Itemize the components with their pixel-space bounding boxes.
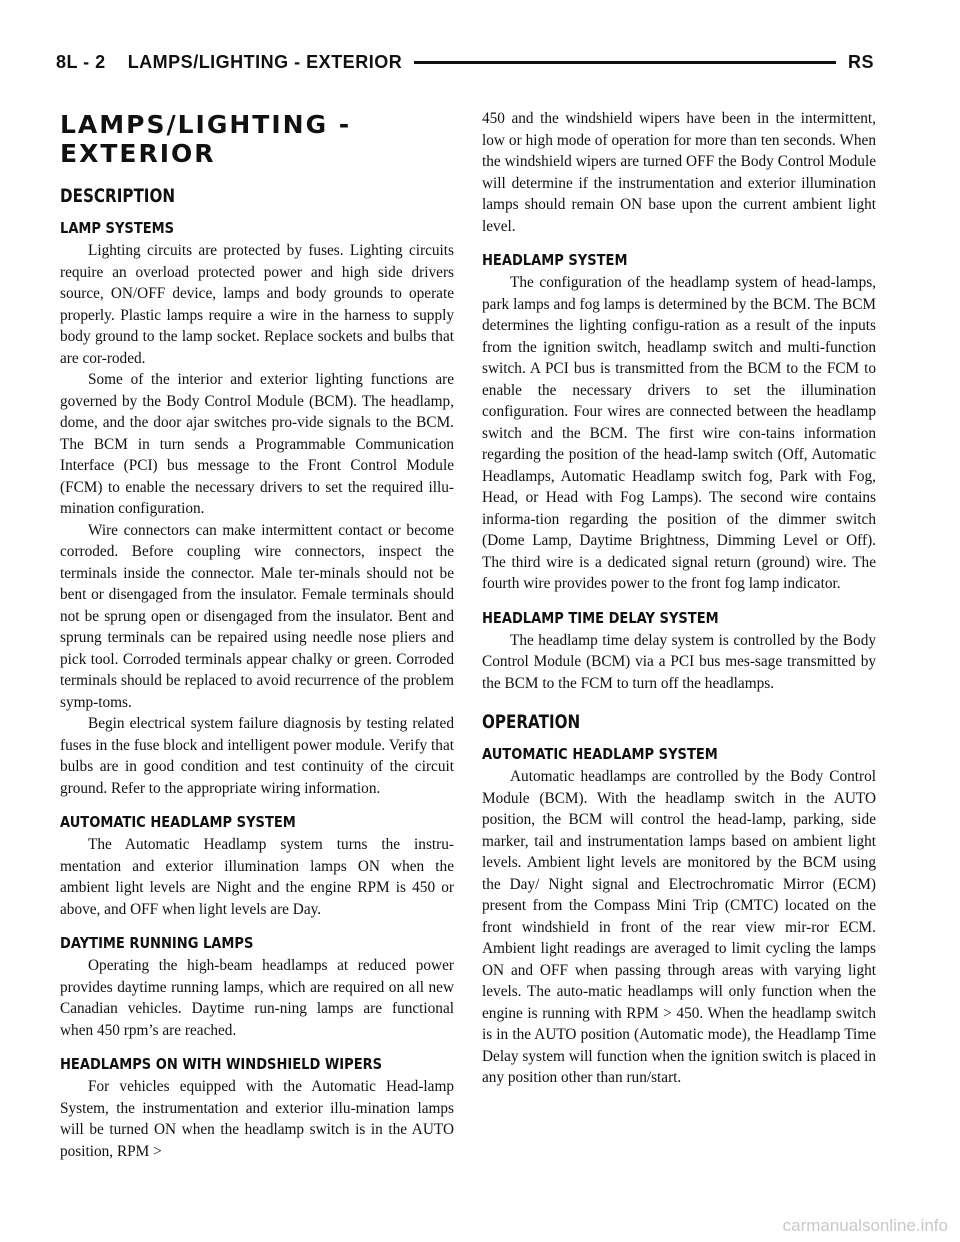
section-title: HEADLAMP SYSTEM (482, 251, 628, 269)
header-title: LAMPS/LIGHTING - EXTERIOR (127, 51, 403, 72)
page-header (56, 50, 874, 74)
section-headlamp-system (482, 251, 876, 595)
section-title: DAYTIME RUNNING LAMPS (60, 934, 254, 952)
operation-heading: OPERATION (482, 712, 581, 733)
paragraph: Begin electrical system failure diagnosis by testing related fuses in the fuse block and intelligent power module. Verify that bulbs are in good condition and test continuity of the circuit ground. Refer to the appropriate wiring information. (60, 715, 454, 797)
header-code: RS (847, 51, 874, 72)
section-title: HEADLAMP TIME DELAY SYSTEM (482, 608, 719, 627)
paragraph: Wire connectors can make intermittent contact or become corroded. Before coupling wire connectors, inspect the terminals inside the connector. Male ter-minals should not be bent or disengaged from the insulator. Female terminals should not be sprung open or disengaged from the insulator. Bent and sprung terminals can be repaired using needle nose pliers and pick tool. Corroded terminals appear chalky or green. Corroded terminals should be replaced to avoid recurrence of the problem symp-toms. (60, 521, 454, 711)
paragraph: The headlamp time delay system is controlled by the Body Control Module (BCM) via a PCI bus mes-sage transmitted by the BCM to the FCM to turn off the headlamps. (482, 631, 876, 692)
paragraph: Operating the high-beam headlamps at reduced power provides daytime running lamps, which are required on all new Canadian vehicles. Daytime run-ning lamps are functional when 450 rpm’s are reached. (60, 957, 454, 1039)
paragraph: For vehicles equipped with the Automatic Head-lamp System, the instrumentation and exterior illu-mination lamps will be turned ON when the headlamp switch is in the AUTO position, RPM > (60, 1078, 454, 1160)
watermark: carmanualsonline.info (782, 1216, 948, 1235)
section-title: AUTOMATIC HEADLAMP SYSTEM (60, 813, 296, 831)
section-title: HEADLAMPS ON WITH WINDSHIELD WIPERS (60, 1055, 383, 1073)
section-operation-automatic-headlamp (482, 745, 876, 1089)
section-wipers-continued (482, 108, 876, 237)
section-headlamp-time-delay (482, 609, 876, 695)
section-title: LAMP SYSTEMS (60, 219, 175, 237)
page-title: LAMPS/LIGHTING - EXTERIOR (60, 110, 352, 168)
section-daytime-running-lamps (60, 934, 454, 1041)
paragraph: Some of the interior and exterior lighting functions are governed by the Body Control Module (BCM). The headlamp, dome, and the door ajar switches pro-vide signals to the BCM. The BCM in turn sends a Programmable Communication Interface (PCI) bus message to the Front Control Module (FCM) to enable the necessary drivers to set the required illu-mination configuration. (60, 371, 454, 517)
section-title: AUTOMATIC HEADLAMP SYSTEM (482, 745, 718, 763)
right-column (482, 108, 876, 1103)
section-lamp-systems (60, 219, 454, 799)
section-automatic-headlamp (60, 813, 454, 920)
section-headlamps-with-wipers (60, 1055, 454, 1162)
page-number: 8L - 2 (56, 51, 106, 72)
paragraph: The Automatic Headlamp system turns the instru-mentation and exterior illumination lamps ON when the ambient light levels are Night and the engine RPM is 450 or above, and OFF when light levels are Day. (60, 836, 454, 918)
paragraph: Automatic headlamps are controlled by the Body Control Module (BCM). With the headlamp switch in the AUTO position, the BCM will control the head-lamp, parking, side marker, tail and instrumentation lamps based on ambient light levels. Ambient light levels are monitored by the BCM using the Day/ Night signal and Electrochromatic Mirror (ECM) present from the Compass Mini Trip (CMTC) located on the front windshield in front of the rear view mir-ror ECM. Ambient light readings are averaged to limit cycling the lamps ON and OFF when passing through areas with varying light levels. The auto-matic headlamps will only function when the engine is running with RPM > 450. When the headlamp switch is in the AUTO position (Automatic mode), the Headlamp Time Delay system will function when the ignition switch is placed in any position other than run/start. (482, 768, 876, 1086)
description-heading: DESCRIPTION (60, 186, 176, 207)
header-rule (414, 61, 836, 64)
paragraph: 450 and the windshield wipers have been in the intermittent, low or high mode of operation for more than ten seconds. When the windshield wipers are turned OFF the Body Control Module will determine if the instrumentation and exterior illumination lamps should remain ON base upon the current ambient light level. (482, 110, 876, 235)
left-column (60, 104, 454, 1176)
paragraph: Lighting circuits are protected by fuses. Lighting circuits require an overload protected power and high side drivers source, ON/OFF device, lamps and body grounds to operate properly. Plastic lamps require a wire in the harness to supply body ground to the lamp socket. Replace sockets and bulbs that are cor-roded. (60, 242, 454, 367)
paragraph: The configuration of the headlamp system of head-lamps, park lamps and fog lamps is determined by the BCM. The BCM determines the lighting configu-ration as a result of the inputs from the ignition switch, headlamp switch and multi-function switch. A PCI bus is transmitted from the BCM to the FCM to enable the necessary drivers to set the illumination configuration. Four wires are connected between the headlamp switch and the BCM. The first wire con-tains information regarding the position of the head-lamp switch (Off, Automatic Headlamps, Automatic Headlamp switch fog, Park with Fog, Head, or Head with Fog Lamps). The second wire contains informa-tion regarding the position of the dimmer switch (Dome Lamp, Daytime Brightness, Dimming Level or Off). The third wire is a dedicated signal return (ground) wire. The fourth wire provides power to the front fog lamp indicator. (482, 274, 876, 592)
